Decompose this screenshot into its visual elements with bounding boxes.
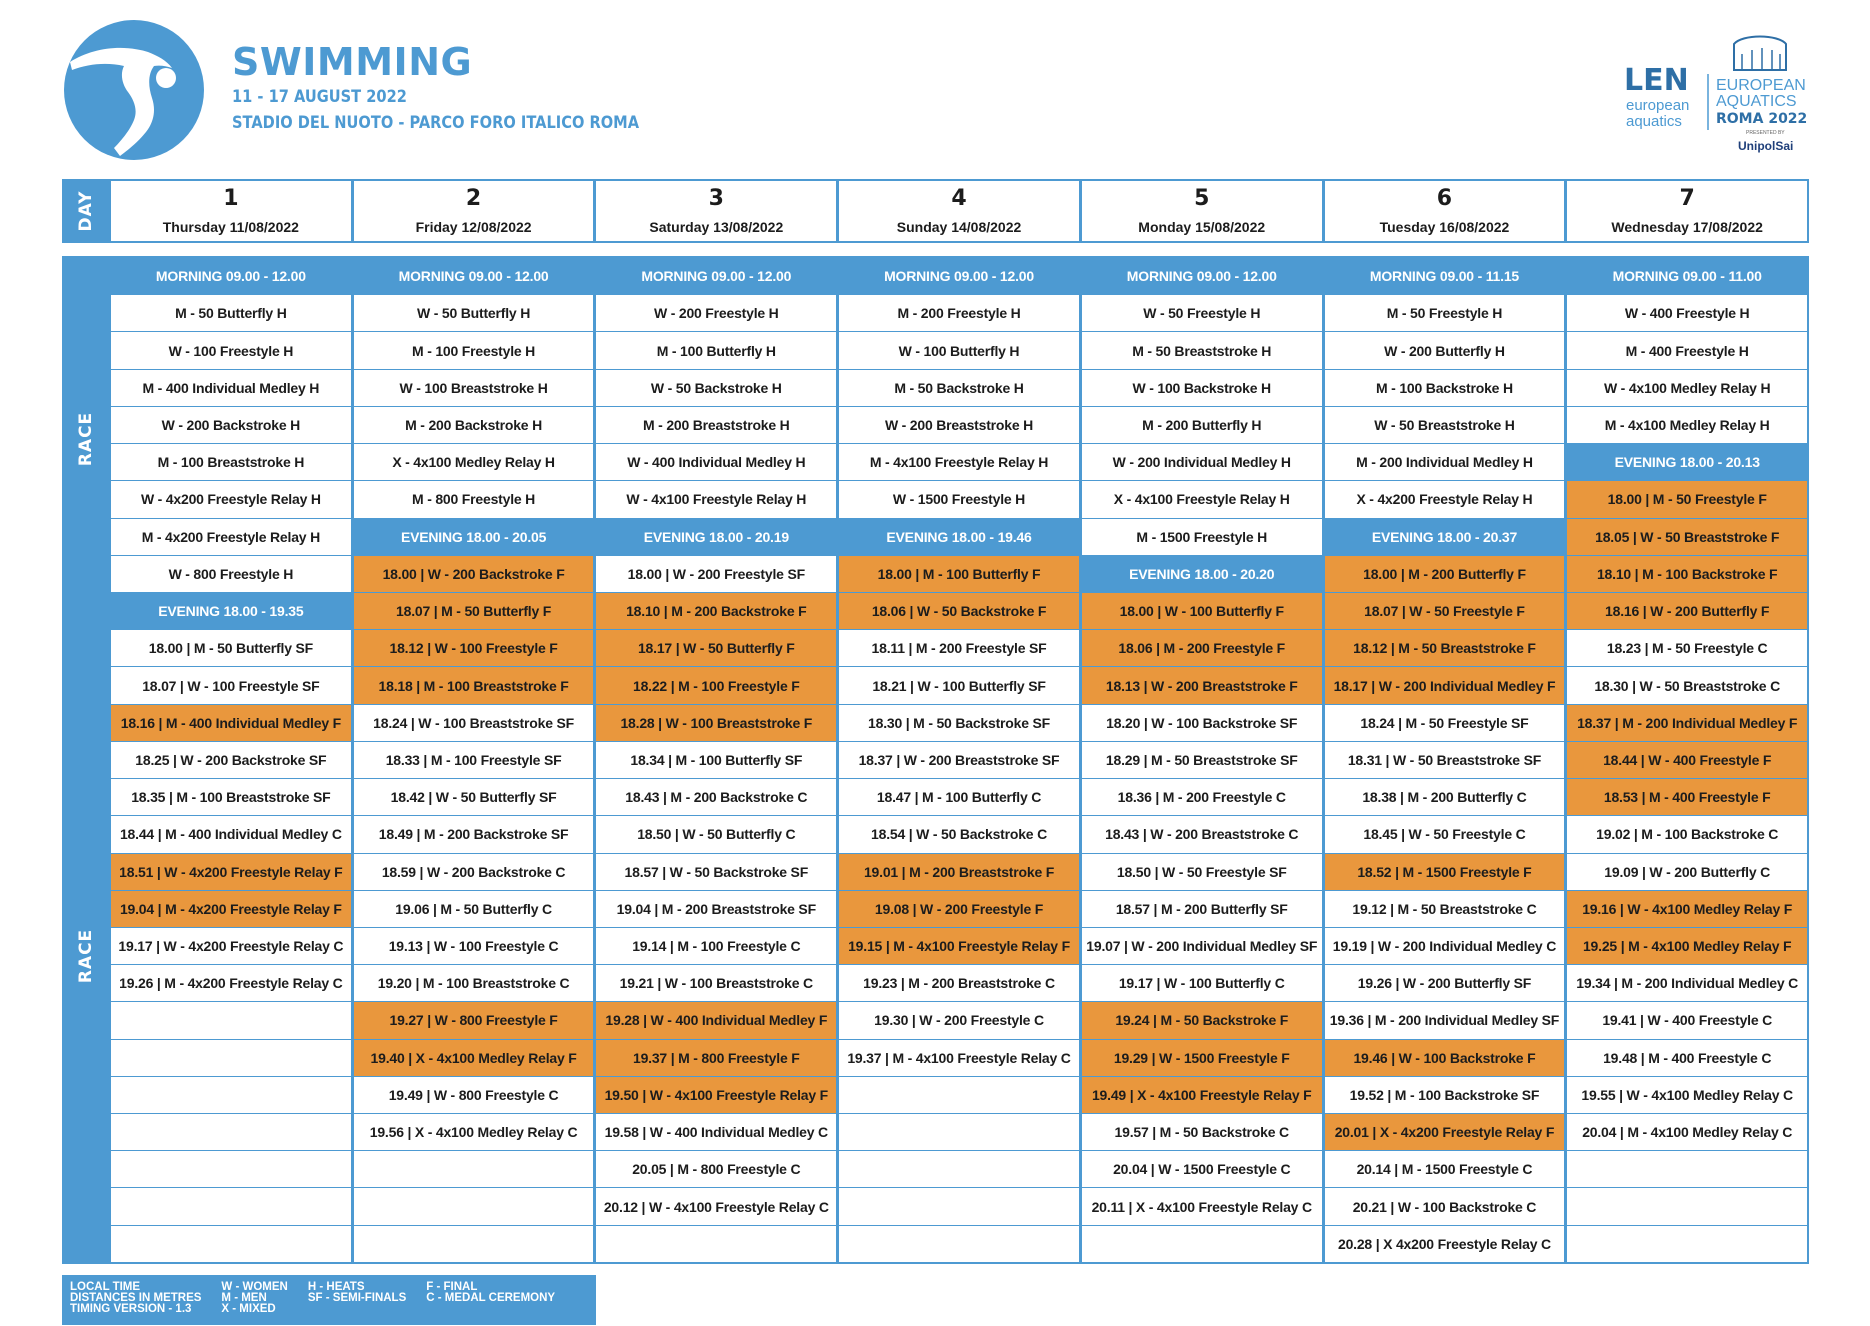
race-cell: 18.33 | M - 100 Freestyle SF	[354, 741, 594, 778]
day-header-row	[62, 179, 1809, 243]
day-column-2	[351, 181, 594, 241]
race-cell: X - 4x200 Freestyle Relay H	[1325, 480, 1565, 517]
logo-len-line1: european	[1626, 97, 1690, 114]
race-cell: 19.57 | M - 50 Backstroke C	[1082, 1113, 1322, 1150]
final-race-cell: 18.07 | W - 50 Freestyle F	[1325, 592, 1565, 629]
final-race-cell: 18.52 | M - 1500 Freestyle F	[1325, 853, 1565, 890]
race-cell: W - 400 Individual Medley H	[596, 443, 836, 480]
race-cell: 18.44 | M - 400 Individual Medley C	[111, 815, 351, 852]
race-cell: M - 50 Freestyle H	[1325, 294, 1565, 331]
page-title: SWIMMING	[232, 40, 473, 84]
final-race-cell: 18.00 | M - 50 Freestyle F	[1567, 480, 1807, 517]
schedule-column-day-2	[351, 258, 594, 1262]
race-cell: 20.05 | M - 800 Freestyle C	[596, 1150, 836, 1187]
empty-cell	[111, 1225, 351, 1262]
final-race-cell: 18.06 | W - 50 Backstroke F	[839, 592, 1079, 629]
final-race-cell: 18.00 | W - 100 Butterfly F	[1082, 592, 1322, 629]
race-cell: W - 200 Butterfly H	[1325, 331, 1565, 368]
race-cell: W - 50 Breaststroke H	[1325, 406, 1565, 443]
empty-cell	[1567, 1225, 1807, 1262]
empty-cell	[839, 1076, 1079, 1113]
race-cell: 20.28 | X 4x200 Freestyle Relay C	[1325, 1225, 1565, 1262]
day-number: 2	[465, 186, 482, 211]
race-cell: W - 100 Butterfly H	[839, 331, 1079, 368]
race-cell: 18.57 | M - 200 Butterfly SF	[1082, 890, 1322, 927]
legend-col-3	[308, 1282, 406, 1318]
final-race-cell: 18.18 | M - 100 Breaststroke F	[354, 666, 594, 703]
race-cell: 19.06 | M - 50 Butterfly C	[354, 890, 594, 927]
race-cell: 19.55 | W - 4x100 Medley Relay C	[1567, 1076, 1807, 1113]
race-cell: W - 200 Backstroke H	[111, 406, 351, 443]
race-cell: W - 4x200 Freestyle Relay H	[111, 480, 351, 517]
day-date: Tuesday 16/08/2022	[1379, 219, 1510, 235]
schedule-column-day-7	[1564, 258, 1807, 1262]
logo-sponsor: UnipolSai	[1738, 139, 1794, 153]
legend-timing-version: TIMING VERSION - 1.3	[70, 1303, 192, 1315]
day-column-3	[593, 181, 836, 241]
final-race-cell: 18.10 | M - 200 Backstroke F	[596, 592, 836, 629]
race-cell: W - 200 Individual Medley H	[1082, 443, 1322, 480]
race-cell: 19.26 | M - 4x200 Freestyle Relay C	[111, 964, 351, 1001]
empty-cell	[111, 1150, 351, 1187]
race-cell: 20.04 | M - 4x100 Medley Relay C	[1567, 1113, 1807, 1150]
final-race-cell: 19.37 | M - 800 Freestyle F	[596, 1039, 836, 1076]
empty-cell	[839, 1225, 1079, 1262]
final-race-cell: 18.22 | M - 100 Freestyle F	[596, 666, 836, 703]
logo-event-line3: ROMA 2022	[1716, 111, 1808, 127]
race-cell: M - 4x200 Freestyle Relay H	[111, 518, 351, 555]
legend-women: W - WOMEN	[221, 1281, 288, 1293]
final-race-cell: 19.50 | W - 4x100 Freestyle Relay F	[596, 1076, 836, 1113]
race-cell: M - 4x100 Freestyle Relay H	[839, 443, 1079, 480]
race-cell: W - 4x100 Freestyle Relay H	[596, 480, 836, 517]
race-cell: W - 1500 Freestyle H	[839, 480, 1079, 517]
race-cell: 20.12 | W - 4x100 Freestyle Relay C	[596, 1187, 836, 1224]
race-cell: 18.42 | W - 50 Butterfly SF	[354, 778, 594, 815]
schedule-column-day-3	[593, 258, 836, 1262]
legend-heats: H - HEATS	[307, 1281, 365, 1293]
race-cell: X - 4x100 Medley Relay H	[354, 443, 594, 480]
final-race-cell: 18.05 | W - 50 Breaststroke F	[1567, 518, 1807, 555]
empty-cell	[354, 1150, 594, 1187]
final-race-cell: 18.12 | W - 100 Freestyle F	[354, 629, 594, 666]
race-cell: M - 200 Freestyle H	[839, 294, 1079, 331]
final-race-cell: 18.06 | M - 200 Freestyle F	[1082, 629, 1322, 666]
day-column-4	[836, 181, 1079, 241]
empty-cell	[111, 1039, 351, 1076]
race-cell: 18.24 | W - 100 Breaststroke SF	[354, 704, 594, 741]
final-race-cell: 18.17 | W - 50 Butterfly F	[596, 629, 836, 666]
legend-distances: DISTANCES IN METRES	[70, 1292, 202, 1304]
session-header: EVENING 18.00 - 20.20	[1082, 555, 1322, 592]
legend-medal-ceremony: C - MEDAL CEREMONY	[426, 1292, 556, 1304]
race-cell: 18.50 | W - 50 Butterfly C	[596, 815, 836, 852]
logo-len-mark: LEN	[1624, 63, 1689, 98]
event-dates: 11 - 17 AUGUST 2022	[232, 87, 407, 107]
day-label-cell	[64, 181, 108, 241]
race-cell: 18.34 | M - 100 Butterfly SF	[596, 741, 836, 778]
race-cell: 18.54 | W - 50 Backstroke C	[839, 815, 1079, 852]
empty-cell	[1567, 1187, 1807, 1224]
race-cell: M - 800 Freestyle H	[354, 480, 594, 517]
final-race-cell: 18.10 | M - 100 Backstroke F	[1567, 555, 1807, 592]
schedule-column-day-5	[1079, 258, 1322, 1262]
race-cell: 19.48 | M - 400 Freestyle C	[1567, 1039, 1807, 1076]
legend-box	[62, 1275, 596, 1325]
day-number: 6	[1436, 186, 1453, 211]
day-date: Thursday 11/08/2022	[162, 219, 299, 235]
title-block	[232, 40, 705, 136]
race-cell: 18.00 | M - 50 Butterfly SF	[111, 629, 351, 666]
session-header: MORNING 09.00 - 12.00	[839, 258, 1079, 294]
final-race-cell: 19.08 | W - 200 Freestyle F	[839, 890, 1079, 927]
day-date: Sunday 14/08/2022	[896, 219, 1022, 235]
legend-final: F - FINAL	[426, 1281, 478, 1293]
race-cell: 19.13 | W - 100 Freestyle C	[354, 927, 594, 964]
race-cell: 19.12 | M - 50 Breaststroke C	[1325, 890, 1565, 927]
race-cell: W - 200 Breaststroke H	[839, 406, 1079, 443]
race-cell: 18.47 | M - 100 Butterfly C	[839, 778, 1079, 815]
race-cell: 19.17 | W - 4x200 Freestyle Relay C	[111, 927, 351, 964]
race-cell: 18.37 | W - 200 Breaststroke SF	[839, 741, 1079, 778]
empty-cell	[354, 1187, 594, 1224]
race-cell: 18.24 | M - 50 Freestyle SF	[1325, 704, 1565, 741]
session-header: EVENING 18.00 - 20.19	[596, 518, 836, 555]
final-race-cell: 18.51 | W - 4x200 Freestyle Relay F	[111, 853, 351, 890]
day-column-7	[1564, 181, 1807, 241]
final-race-cell: 19.25 | M - 4x100 Medley Relay F	[1567, 927, 1807, 964]
race-cell: W - 100 Freestyle H	[111, 331, 351, 368]
race-cell: W - 100 Breaststroke H	[354, 369, 594, 406]
race-label-top: RACE	[76, 411, 96, 466]
race-cell: 19.04 | M - 200 Breaststroke SF	[596, 890, 836, 927]
race-cell: 19.30 | W - 200 Freestyle C	[839, 1001, 1079, 1038]
final-race-cell: 19.16 | W - 4x100 Medley Relay F	[1567, 890, 1807, 927]
final-race-cell: 18.17 | W - 200 Individual Medley F	[1325, 666, 1565, 703]
legend-col-2	[221, 1282, 287, 1318]
race-cell: 19.37 | M - 4x100 Freestyle Relay C	[839, 1039, 1079, 1076]
race-cell: 19.41 | W - 400 Freestyle C	[1567, 1001, 1807, 1038]
race-cell: W - 400 Freestyle H	[1567, 294, 1807, 331]
race-cell: 19.52 | M - 100 Backstroke SF	[1325, 1076, 1565, 1113]
session-header: MORNING 09.00 - 11.15	[1325, 258, 1565, 294]
race-cell: 19.09 | W - 200 Butterfly C	[1567, 853, 1807, 890]
race-cell: 19.56 | X - 4x100 Medley Relay C	[354, 1113, 594, 1150]
final-race-cell: 18.13 | W - 200 Breaststroke F	[1082, 666, 1322, 703]
empty-cell	[839, 1187, 1079, 1224]
race-cell: 20.04 | W - 1500 Freestyle C	[1082, 1150, 1322, 1187]
day-date: Saturday 13/08/2022	[649, 219, 784, 235]
final-race-cell: 18.37 | M - 200 Individual Medley F	[1567, 704, 1807, 741]
day-date: Wednesday 17/08/2022	[1611, 219, 1763, 235]
final-race-cell: 18.00 | W - 200 Backstroke F	[354, 555, 594, 592]
empty-cell	[354, 1225, 594, 1262]
race-cell: 19.07 | W - 200 Individual Medley SF	[1082, 927, 1322, 964]
legend-col-4	[426, 1282, 555, 1318]
final-race-cell: 19.24 | M - 50 Backstroke F	[1082, 1001, 1322, 1038]
final-race-cell: 18.00 | M - 100 Butterfly F	[839, 555, 1079, 592]
legend-mixed: X - MIXED	[221, 1303, 276, 1315]
empty-cell	[839, 1113, 1079, 1150]
empty-cell	[1082, 1225, 1322, 1262]
race-cell: W - 100 Backstroke H	[1082, 369, 1322, 406]
race-cell: 18.57 | W - 50 Backstroke SF	[596, 853, 836, 890]
race-cell: 20.14 | M - 1500 Freestyle C	[1325, 1150, 1565, 1187]
race-cell: 18.38 | M - 200 Butterfly C	[1325, 778, 1565, 815]
race-cell: M - 100 Breaststroke H	[111, 443, 351, 480]
final-race-cell: 19.29 | W - 1500 Freestyle F	[1082, 1039, 1322, 1076]
final-race-cell: 18.28 | W - 100 Breaststroke F	[596, 704, 836, 741]
final-race-cell: 19.40 | X - 4x100 Medley Relay F	[354, 1039, 594, 1076]
empty-cell	[111, 1076, 351, 1113]
race-cell: 18.07 | W - 100 Freestyle SF	[111, 666, 351, 703]
day-column-1	[108, 181, 351, 241]
logo-sponsor-prefix: PRESENTED BY	[1746, 130, 1785, 136]
legend-semi-finals: SF - SEMI-FINALS	[307, 1292, 407, 1304]
race-cell: M - 50 Butterfly H	[111, 294, 351, 331]
final-race-cell: 18.07 | M - 50 Butterfly F	[354, 592, 594, 629]
race-cell: 19.19 | W - 200 Individual Medley C	[1325, 927, 1565, 964]
race-cell: 19.20 | M - 100 Breaststroke C	[354, 964, 594, 1001]
race-label-bottom: RACE	[76, 928, 96, 983]
race-cell: M - 4x100 Medley Relay H	[1567, 406, 1807, 443]
race-cell: M - 100 Backstroke H	[1325, 369, 1565, 406]
legend-local-time: LOCAL TIME	[70, 1281, 141, 1293]
race-cell: 18.35 | M - 100 Breaststroke SF	[111, 778, 351, 815]
day-number: 1	[223, 186, 239, 211]
session-header: EVENING 18.00 - 19.35	[111, 592, 351, 629]
race-cell: W - 800 Freestyle H	[111, 555, 351, 592]
race-cell: M - 200 Breaststroke H	[596, 406, 836, 443]
final-race-cell: 18.00 | M - 200 Butterfly F	[1325, 555, 1565, 592]
legend-men: M - MEN	[221, 1292, 267, 1304]
race-cell: M - 400 Freestyle H	[1567, 331, 1807, 368]
final-race-cell: 18.53 | M - 400 Freestyle F	[1567, 778, 1807, 815]
race-cell: 18.29 | M - 50 Breaststroke SF	[1082, 741, 1322, 778]
race-cell: W - 50 Freestyle H	[1082, 294, 1322, 331]
session-header: MORNING 09.00 - 11.00	[1567, 258, 1807, 294]
final-race-cell: 18.16 | M - 400 Individual Medley F	[111, 704, 351, 741]
race-cell: 18.59 | W - 200 Backstroke C	[354, 853, 594, 890]
race-cell: M - 400 Individual Medley H	[111, 369, 351, 406]
day-label: DAY	[76, 190, 96, 232]
race-cell: 19.34 | M - 200 Individual Medley C	[1567, 964, 1807, 1001]
race-cell: 20.11 | X - 4x100 Freestyle Relay C	[1082, 1187, 1322, 1224]
empty-cell	[111, 1001, 351, 1038]
race-cell: 18.36 | M - 200 Freestyle C	[1082, 778, 1322, 815]
session-header: EVENING 18.00 - 19.46	[839, 518, 1079, 555]
race-cell: M - 200 Butterfly H	[1082, 406, 1322, 443]
race-cell: 18.20 | W - 100 Backstroke SF	[1082, 704, 1322, 741]
race-cell: 18.45 | W - 50 Freestyle C	[1325, 815, 1565, 852]
race-cell: 19.36 | M - 200 Individual Medley SF	[1325, 1001, 1565, 1038]
day-number: 7	[1679, 186, 1695, 211]
race-cell: 18.31 | W - 50 Breaststroke SF	[1325, 741, 1565, 778]
race-cell: W - 4x100 Medley Relay H	[1567, 369, 1807, 406]
race-cell: 18.00 | W - 200 Freestyle SF	[596, 555, 836, 592]
day-date: Friday 12/08/2022	[415, 219, 532, 235]
race-cell: M - 100 Butterfly H	[596, 331, 836, 368]
final-race-cell: 18.12 | M - 50 Breaststroke F	[1325, 629, 1565, 666]
race-cell: M - 200 Backstroke H	[354, 406, 594, 443]
empty-cell	[1567, 1150, 1807, 1187]
race-cell: 20.21 | W - 100 Backstroke C	[1325, 1187, 1565, 1224]
final-race-cell: 19.04 | M - 4x200 Freestyle Relay F	[111, 890, 351, 927]
session-header: EVENING 18.00 - 20.37	[1325, 518, 1565, 555]
day-date: Monday 15/08/2022	[1138, 219, 1266, 235]
race-cell: 18.50 | W - 50 Freestyle SF	[1082, 853, 1322, 890]
race-cell: 19.58 | W - 400 Individual Medley C	[596, 1113, 836, 1150]
race-cell: 18.11 | M - 200 Freestyle SF	[839, 629, 1079, 666]
session-header: MORNING 09.00 - 12.00	[596, 258, 836, 294]
session-header: MORNING 09.00 - 12.00	[1082, 258, 1322, 294]
logo-len-line2: aquatics	[1626, 113, 1682, 130]
schedule-grid	[62, 256, 1809, 1264]
session-header: EVENING 18.00 - 20.13	[1567, 443, 1807, 480]
race-cell: M - 200 Individual Medley H	[1325, 443, 1565, 480]
race-cell: W - 200 Freestyle H	[596, 294, 836, 331]
day-number: 3	[708, 186, 724, 211]
final-race-cell: 19.46 | W - 100 Backstroke F	[1325, 1039, 1565, 1076]
race-cell: M - 50 Breaststroke H	[1082, 331, 1322, 368]
day-number: 5	[1194, 186, 1210, 211]
race-cell: 18.49 | M - 200 Backstroke SF	[354, 815, 594, 852]
swimmer-emblem-icon	[62, 18, 207, 163]
race-cell: 18.30 | M - 50 Backstroke SF	[839, 704, 1079, 741]
logo-event-line1: EUROPEAN	[1716, 77, 1806, 94]
race-cell: 19.14 | M - 100 Freestyle C	[596, 927, 836, 964]
race-cell: 18.30 | W - 50 Breaststroke C	[1567, 666, 1807, 703]
final-race-cell: 18.44 | W - 400 Freestyle F	[1567, 741, 1807, 778]
race-cell: W - 50 Butterfly H	[354, 294, 594, 331]
race-cell: 19.23 | M - 200 Breaststroke C	[839, 964, 1079, 1001]
day-number: 4	[951, 186, 967, 211]
legend-col-1	[70, 1282, 201, 1318]
race-cell: 19.02 | M - 100 Backstroke C	[1567, 815, 1807, 852]
race-cell: 18.23 | M - 50 Freestyle C	[1567, 629, 1807, 666]
race-cell: M - 50 Backstroke H	[839, 369, 1079, 406]
race-cell: 18.43 | W - 200 Breaststroke C	[1082, 815, 1322, 852]
session-header: MORNING 09.00 - 12.00	[354, 258, 594, 294]
final-race-cell: 19.27 | W - 800 Freestyle F	[354, 1001, 594, 1038]
empty-cell	[596, 1225, 836, 1262]
final-race-cell: 20.01 | X - 4x200 Freestyle Relay F	[1325, 1113, 1565, 1150]
schedule-column-day-1	[108, 258, 351, 1262]
day-column-5	[1079, 181, 1322, 241]
race-cell: 18.43 | M - 200 Backstroke C	[596, 778, 836, 815]
race-cell: M - 1500 Freestyle H	[1082, 518, 1322, 555]
race-cell: 19.17 | W - 100 Butterfly C	[1082, 964, 1322, 1001]
race-cell: 19.21 | W - 100 Breaststroke C	[596, 964, 836, 1001]
final-race-cell: 19.49 | X - 4x100 Freestyle Relay F	[1082, 1076, 1322, 1113]
len-european-aquatics-logo	[1622, 26, 1812, 162]
race-cell: W - 50 Backstroke H	[596, 369, 836, 406]
event-venue: STADIO DEL NUOTO - PARCO FORO ITALICO ROMA	[232, 113, 640, 133]
day-column-6	[1322, 181, 1565, 241]
session-header: EVENING 18.00 - 20.05	[354, 518, 594, 555]
empty-cell	[839, 1150, 1079, 1187]
schedule-column-day-4	[836, 258, 1079, 1262]
final-race-cell: 19.28 | W - 400 Individual Medley F	[596, 1001, 836, 1038]
race-label-column	[64, 258, 108, 1262]
final-race-cell: 19.01 | M - 200 Breaststroke F	[839, 853, 1079, 890]
race-cell: 18.21 | W - 100 Butterfly SF	[839, 666, 1079, 703]
race-cell: X - 4x100 Freestyle Relay H	[1082, 480, 1322, 517]
empty-cell	[111, 1113, 351, 1150]
schedule-column-day-6	[1322, 258, 1565, 1262]
race-cell: M - 100 Freestyle H	[354, 331, 594, 368]
final-race-cell: 19.15 | M - 4x100 Freestyle Relay F	[839, 927, 1079, 964]
race-cell: 18.25 | W - 200 Backstroke SF	[111, 741, 351, 778]
race-cell: 19.26 | W - 200 Butterfly SF	[1325, 964, 1565, 1001]
empty-cell	[111, 1187, 351, 1224]
session-header: MORNING 09.00 - 12.00	[111, 258, 351, 294]
final-race-cell: 18.16 | W - 200 Butterfly F	[1567, 592, 1807, 629]
race-cell: 19.49 | W - 800 Freestyle C	[354, 1076, 594, 1113]
logo-event-line2: AQUATICS	[1716, 93, 1797, 110]
